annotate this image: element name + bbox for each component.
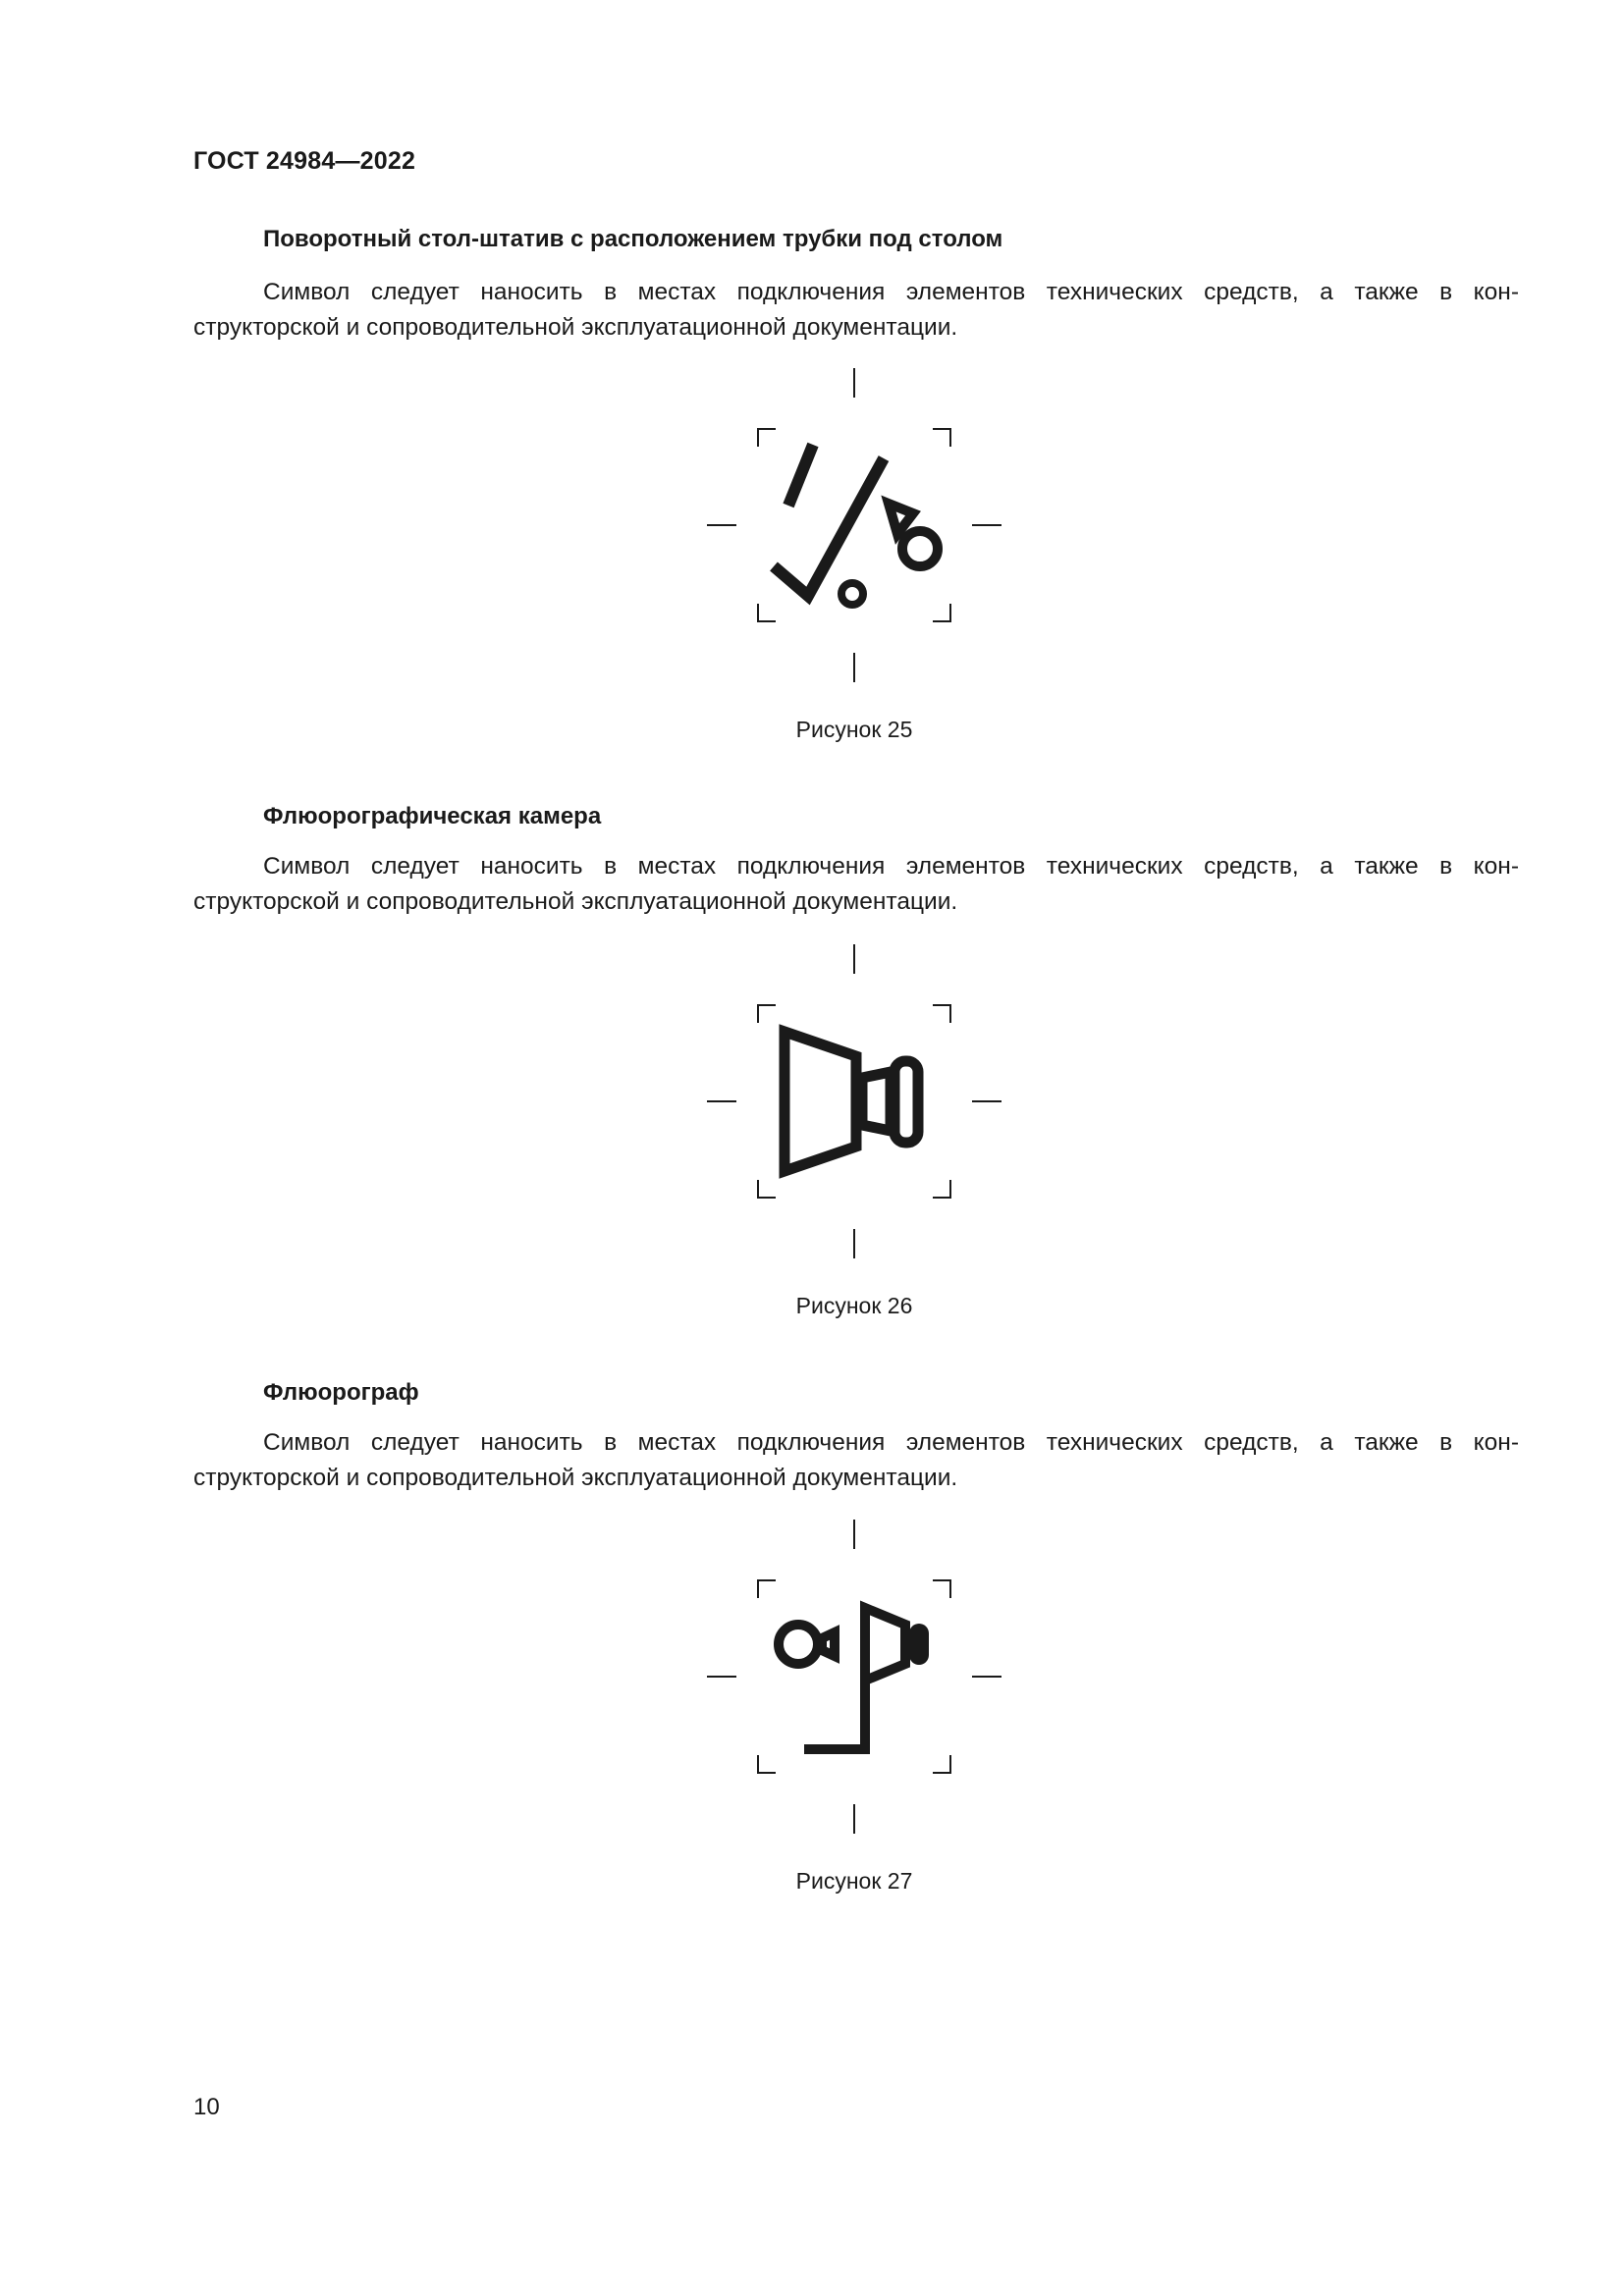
section-text-rotating-table	[193, 275, 1519, 346]
rotating-table-icon	[774, 445, 938, 605]
section-text-fluorographic-camera	[193, 849, 1519, 920]
figure-caption: Рисунок 26	[795, 1293, 913, 1318]
page-number: 10	[193, 2094, 220, 2120]
fluorographic-camera-icon	[785, 1032, 918, 1171]
figure-caption: Рисунок 27	[795, 1868, 913, 1894]
figure-caption: Рисунок 25	[795, 717, 913, 742]
text-line: Символ следует наносить в местах подключения элементов технических средств, а также в кон-	[263, 279, 1519, 305]
text-line: структорской и сопроводительной эксплуатационной документации.	[193, 314, 958, 341]
fluorograph-icon	[779, 1606, 905, 1749]
document-header: ГОСТ 24984—2022	[193, 147, 416, 175]
figure-25-rotating-table-symbol	[687, 358, 1021, 692]
section-title-fluorographic-camera: Флюорографическая камера	[263, 803, 602, 829]
figure-27-fluorograph-symbol	[687, 1510, 1021, 1843]
text-line: структорской и сопроводительной эксплуатационной документации.	[193, 888, 958, 915]
section-text-fluorograph	[193, 1425, 1519, 1496]
section-title-rotating-table: Поворотный стол-штатив с расположением трубки под столом	[263, 226, 1003, 252]
figure-26-fluorographic-camera-symbol	[687, 934, 1021, 1268]
text-line: структорской и сопроводительной эксплуатационной документации.	[193, 1465, 958, 1491]
text-line: Символ следует наносить в местах подключения элементов технических средств, а также в кон-	[263, 1429, 1519, 1456]
text-line: Символ следует наносить в местах подключения элементов технических средств, а также в кон-	[263, 853, 1519, 880]
section-title-fluorograph: Флюорограф	[263, 1379, 419, 1406]
